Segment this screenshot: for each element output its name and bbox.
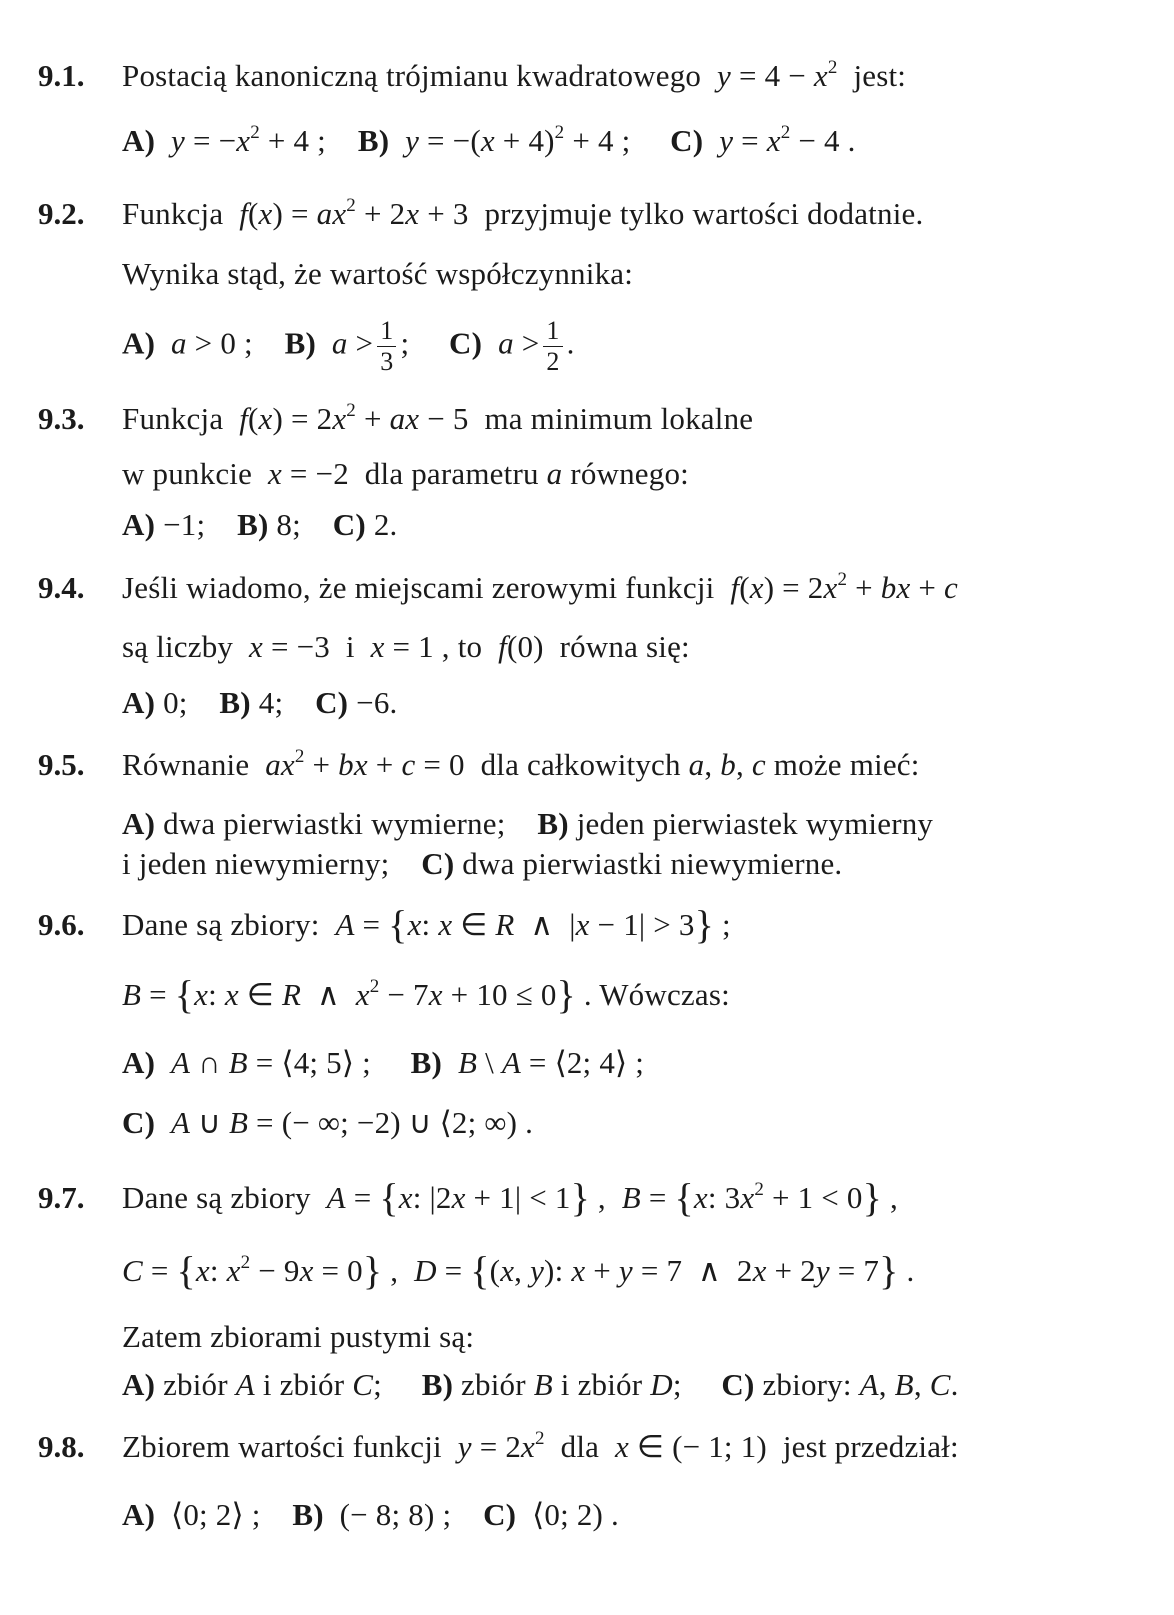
- problem-9-5-question: Równanie $ax^2$ + bx + c = 0 dla całkowitych a, b, c może mieć:: [122, 745, 920, 782]
- problem-9-5-answers-line-2: i jeden niewymierny; C) dwa pierwiastki niewymierne.: [122, 846, 843, 881]
- problem-9-3-question-line-2: w punkcie x = −2 dla parametru a równego:: [122, 456, 689, 491]
- problem-9-2-answers: A) a > 0 ; B) a > $\frac{1}{3}$ ; C) a > $\frac{1}{2}$ .: [122, 316, 575, 376]
- problem-9-4-question: Jeśli wiadomo, że miejscami zerowymi funkcji $f(x) = 2x^2$ + bx + c: [122, 568, 959, 605]
- problem-9-6-question-line-2: B = {x: x ∈ R ∧ $x^2 - 7x + 10 \le 0$} . Wówczas:: [122, 972, 730, 1017]
- fraction-one-third: $\frac{1}{3}$: [377, 316, 396, 377]
- problem-9-5-answers: A) dwa pierwiastki wymierne; B) jeden pierwiastek wymierny: [122, 806, 934, 841]
- problem-9-2-question: Funkcja $f(x) = ax^2 + 2x + 3$ przyjmuje tylko wartości dodatnie.: [122, 194, 924, 231]
- problem-9-8-answers: A) ⟨0; 2⟩ ; B) (− 8; 8) ; C) ⟨0; 2) .: [122, 1497, 619, 1532]
- problem-number-9-7: 9.7.: [38, 1180, 85, 1215]
- problem-number-9-1: 9.1.: [38, 58, 85, 93]
- problem-number-9-8: 9.8.: [38, 1429, 85, 1464]
- problem-9-7-question-line-2: C = {x: $x^2 - 9x = 0$} , D = {(x, y): x + y = 7 ∧ 2x + 2y = 7} .: [122, 1248, 915, 1293]
- problem-9-4-question-line-2: są liczby x = −3 i x = 1 , to f(0) równa się:: [122, 629, 690, 664]
- problem-9-4-answers: A) 0; B) 4; C) −6.: [122, 685, 398, 720]
- problem-number-9-2: 9.2.: [38, 196, 85, 231]
- problem-number-9-4: 9.4.: [38, 570, 85, 605]
- problem-9-2-question-line-2: Wynika stąd, że wartość współczynnika:: [122, 256, 634, 291]
- fraction-one-half: $\frac{1}{2}$: [543, 316, 562, 377]
- problem-9-7-answers: A) zbiór A i zbiór C; B) zbiór B i zbiór D; C) zbiory: A, B, C.: [122, 1367, 959, 1402]
- problem-9-6-question: Dane są zbiory: A = {x: x ∈ R ∧ |x − 1| > 3} ;: [122, 902, 731, 947]
- problem-number-9-6: 9.6.: [38, 907, 85, 942]
- problem-9-3-answers: A) −1; B) 8; C) 2.: [122, 507, 398, 542]
- problem-9-1-question: Postacią kanoniczną trójmianu kwadratowego $y = 4 - x^2$ jest:: [122, 56, 907, 93]
- problem-9-7-question-line-3: Zatem zbiorami pustymi są:: [122, 1319, 475, 1354]
- problem-9-8-question: Zbiorem wartości funkcji $y = 2x^2$ dla x ∈ (− 1; 1) jest przedział:: [122, 1427, 959, 1464]
- problem-9-3-question: Funkcja $f(x) = 2x^2$ + ax − 5 ma minimum lokalne: [122, 399, 754, 436]
- problem-9-1-answers: A) $y = -x^2 + 4$ ; B) $y = -(x + 4)^2 + 4$ ; C) $y = x^2 - 4$ .: [122, 121, 856, 158]
- problem-number-9-3: 9.3.: [38, 401, 85, 436]
- problem-number-9-5: 9.5.: [38, 747, 85, 782]
- problem-9-6-answers: A) A ∩ B = ⟨4; 5⟩ ; B) B \ A = ⟨2; 4⟩ ;: [122, 1045, 645, 1080]
- problem-9-6-answers-line-2: C) A ∪ B = (− ∞; −2) ∪ ⟨2; ∞) .: [122, 1105, 534, 1140]
- problem-9-7-question: Dane są zbiory A = {x: |2x + 1| < 1} , B = {x: $3x^2 + 1 < 0$} ,: [122, 1175, 898, 1220]
